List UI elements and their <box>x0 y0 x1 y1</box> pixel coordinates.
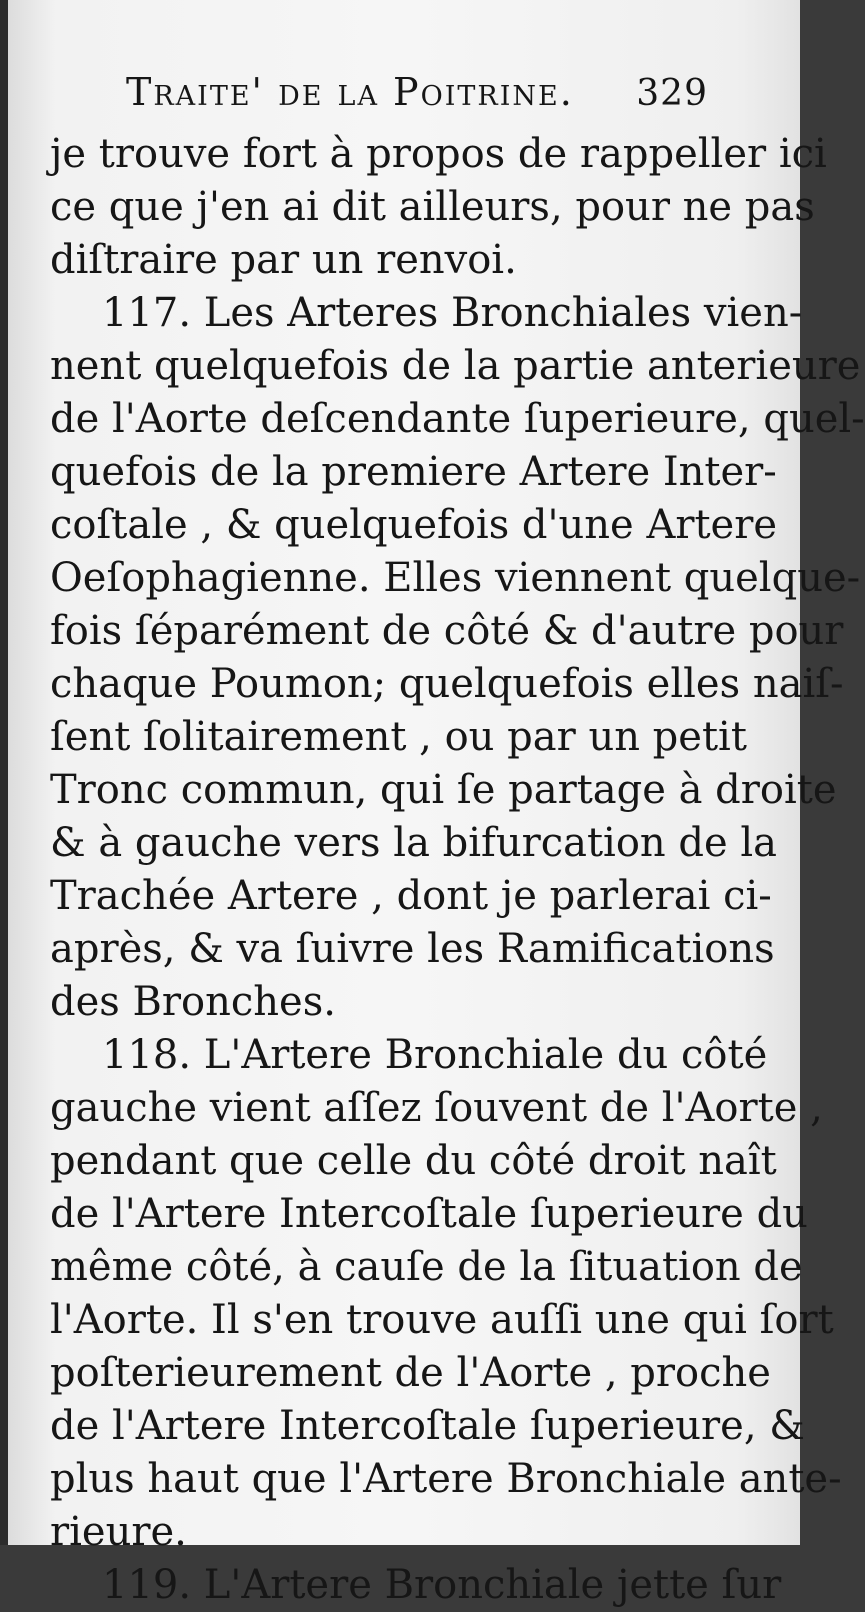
text-line: Tronc commun, qui ſe partage à droite <box>50 767 837 813</box>
book-page <box>8 0 865 1608</box>
text-line: 117. Les Arteres Bronchiales vien- <box>102 290 803 336</box>
text-line: & à gauche vers la bifurcation de la <box>50 820 778 866</box>
text-line: même côté, à cauſe de la ſituation de <box>50 1244 803 1290</box>
text-line: de l'Artere Intercoſtale ſuperieure du <box>50 1191 808 1237</box>
text-line: de l'Artere Intercoſtale ſuperieure, & <box>50 1403 805 1449</box>
text-line: je trouve fort à propos de rappeller ici <box>50 131 827 177</box>
text-line: pendant que celle du côté droit naît <box>50 1138 777 1184</box>
text-line: gauche vient aſſez ſouvent de l'Aorte , <box>50 1085 823 1131</box>
text-line: des Bronches. <box>50 979 336 1025</box>
text-line: nent quelquefois de la partie anterieure <box>50 343 861 389</box>
text-line: Trachée Artere , dont je parlerai ci- <box>50 873 772 919</box>
text-line: fois ſéparément de côté & d'autre pour <box>50 608 844 654</box>
text-line: coſtale , & quelquefois d'une Artere <box>50 502 777 548</box>
text-line: ſent ſolitairement , ou par un petit <box>50 714 747 760</box>
text-line: 118. L'Artere Bronchiale du côté <box>102 1032 768 1078</box>
running-head <box>126 70 708 114</box>
text-line: rieure. <box>50 1509 187 1555</box>
body-text <box>50 128 865 1612</box>
page-number: 329 <box>636 73 708 114</box>
text-line: poſterieurement de l'Aorte , proche <box>50 1350 771 1396</box>
running-head-title: Traite' de la Poitrine. <box>126 70 574 114</box>
text-line: l'Aorte. Il s'en trouve auſſi une qui ſort <box>50 1297 834 1343</box>
text-line: après, & va ſuivre les Ramifications <box>50 926 775 972</box>
text-line: plus haut que l'Artere Bronchiale ante- <box>50 1456 842 1502</box>
text-line: Oeſophagienne. Elles viennent quelque- <box>50 555 861 601</box>
text-line: diſtraire par un renvoi. <box>50 237 517 283</box>
text-line: chaque Poumon; quelquefois elles naiſ- <box>50 661 844 707</box>
text-line: ce que j'en ai dit ailleurs, pour ne pas <box>50 184 815 230</box>
book-gutter <box>0 0 8 1545</box>
text-line: quefois de la premiere Artere Inter- <box>50 449 777 495</box>
text-line: de l'Aorte deſcendante ſuperieure, quel- <box>50 396 865 442</box>
text-line: 119. L'Artere Bronchiale jette ſur <box>102 1562 782 1608</box>
